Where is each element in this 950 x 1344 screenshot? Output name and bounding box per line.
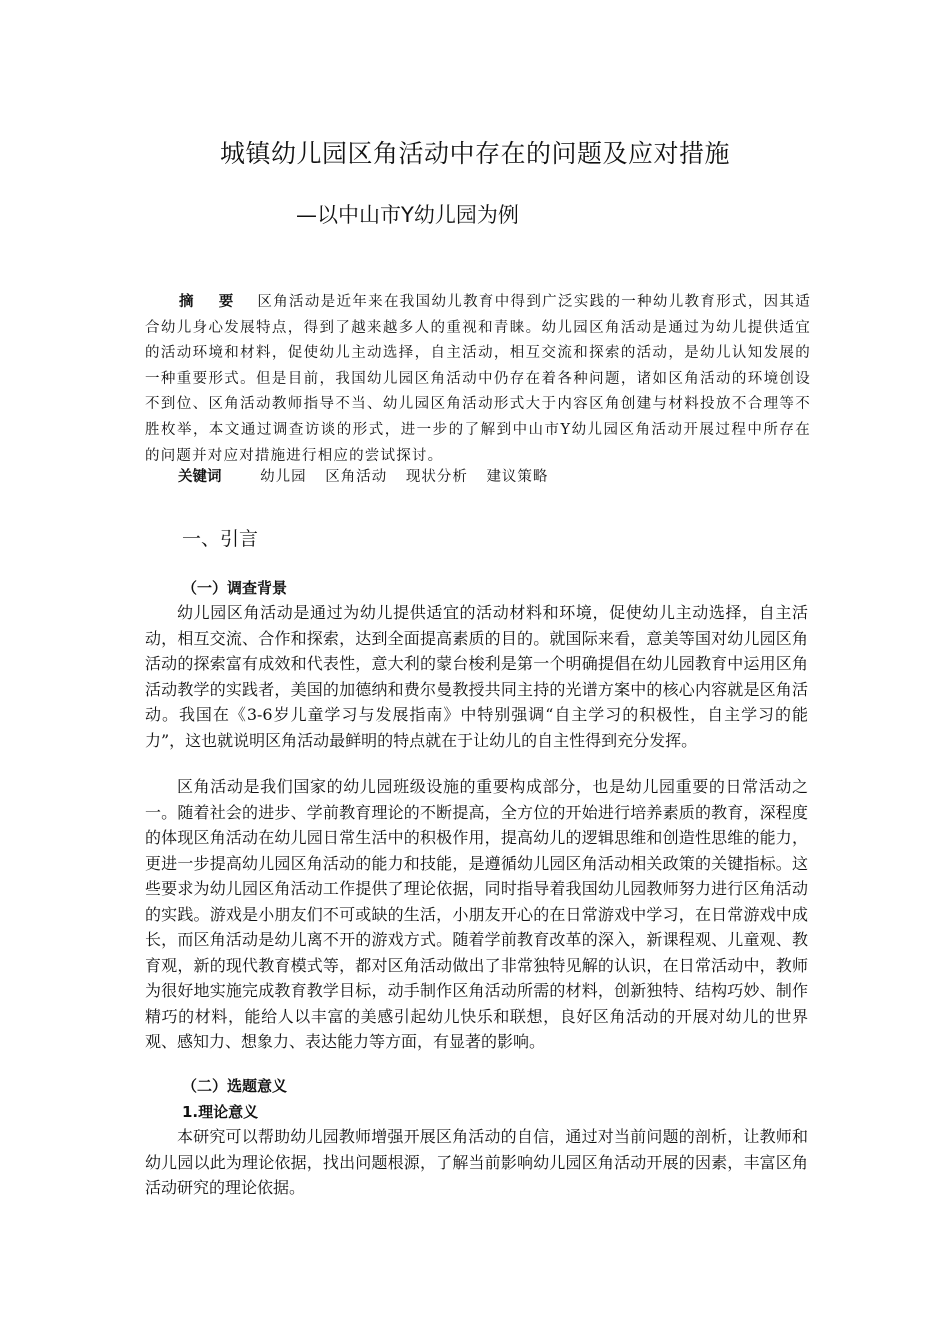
- abstract-label: 摘 要: [179, 294, 244, 310]
- abstract: [145, 290, 811, 469]
- section-heading-introduction: 一、引言: [182, 528, 259, 550]
- keyword: 区角活动: [325, 469, 388, 485]
- paragraph-background-1: 幼儿园区角活动是通过为幼儿提供适宜的活动材料和环境，促使幼儿主动选择，自主活动，相互交流、合作和探索，达到全面提高素质的目的。就国际来看，意美等国对幼儿园区角活动的探索富有成效和代表性，意大利的蒙台梭利是第一个明确提倡在幼儿园教育中运用区角活动教学的实践者，美国的加德纳和费尔曼教授共同主持的光谱方案中的核心内容就是区角活动。我国在《3-6岁儿童学习与发展指南》中特别强调“自主学习的积极性，自主学习的能力”，这也就说明区角活动最鲜明的特点就在于让幼儿的自主性得到充分发挥。: [145, 603, 808, 750]
- keywords: [178, 465, 562, 486]
- keywords-label: 关键词: [178, 469, 222, 485]
- paragraph-theoretical: 本研究可以帮助幼儿园教师增强开展区角活动的自信，通过对当前问题的剖析，让教师和幼儿园以此为理论依据，找出问题根源，了解当前影响幼儿园区角活动开展的因素，丰富区角活动研究的理论依据。: [145, 1127, 808, 1197]
- keyword: 幼儿园: [260, 469, 307, 485]
- paper-title: 城镇幼儿园区角活动中存在的问题及应对措施: [219, 139, 730, 168]
- keyword: 现状分析: [405, 469, 468, 485]
- keyword: 建议策略: [486, 469, 549, 485]
- paragraph-background-2: 区角活动是我们国家的幼儿园班级设施的重要构成部分，也是幼儿园重要的日常活动之一。随着社会的进步、学前教育理论的不断提高，全方位的开始进行培养素质的教育，深程度的体现区角活动在幼儿园日常生活中的积极作用，提高幼儿的逻辑思维和创造性思维的能力，更进一步提高幼儿园区角活动的能力和技能，是遵循幼儿园区角活动相关政策的关键指标。这些要求为幼儿园区角活动工作提供了理论依据，同时指导着我国幼儿园教师努力进行区角活动的实践。游戏是小朋友们不可或缺的生活，小朋友开心的在日常游戏中学习，在日常游戏中成长，而区角活动是幼儿离不开的游戏方式。随着学前教育改革的深入，新课程观、儿童观、教育观，新的现代教育模式等，都对区角活动做出了非常独特见解的认识，在日常活动中，教师为很好地实施完成教育教学目标，动手制作区角活动所需的材料，创新独特、结构巧妙、制作精巧的材料，能给人以丰富的美感引起幼儿快乐和联想，良好区角活动的开展对幼儿的世界观、感知力、想象力、表达能力等方面，有显著的影响。: [145, 777, 808, 1051]
- subsection-heading-significance: （二）选题意义: [182, 1077, 288, 1095]
- abstract-text: 区角活动是近年来在我国幼儿教育中得到广泛实践的一种幼儿教育形式，因其适合幼儿身心发展特点，得到了越来越多人的重视和青睐。幼儿园区角活动是通过为幼儿提供适宜的活动环境和材料，促使幼儿主动选择，自主活动，相互交流和探索的活动，是幼儿认知发展的一种重要形式。但是目前，我国幼儿园区角活动中仍存在着各种问题，诸如区角活动的环境创设不到位、区角活动教师指导不当、幼儿园区角活动形式大于内容区角创建与材料投放不合理等不胜枚举，本文通过调查访谈的形式，进一步的了解到中山市Y幼儿园区角活动开展过程中所存在的问题并对应对措施进行相应的尝试探讨。: [145, 294, 811, 464]
- subsection-heading-background: （一）调查背景: [182, 579, 288, 597]
- item-heading-theoretical: 1.理论意义: [182, 1103, 259, 1121]
- paper-subtitle: —以中山市Y幼儿园为例: [296, 203, 519, 227]
